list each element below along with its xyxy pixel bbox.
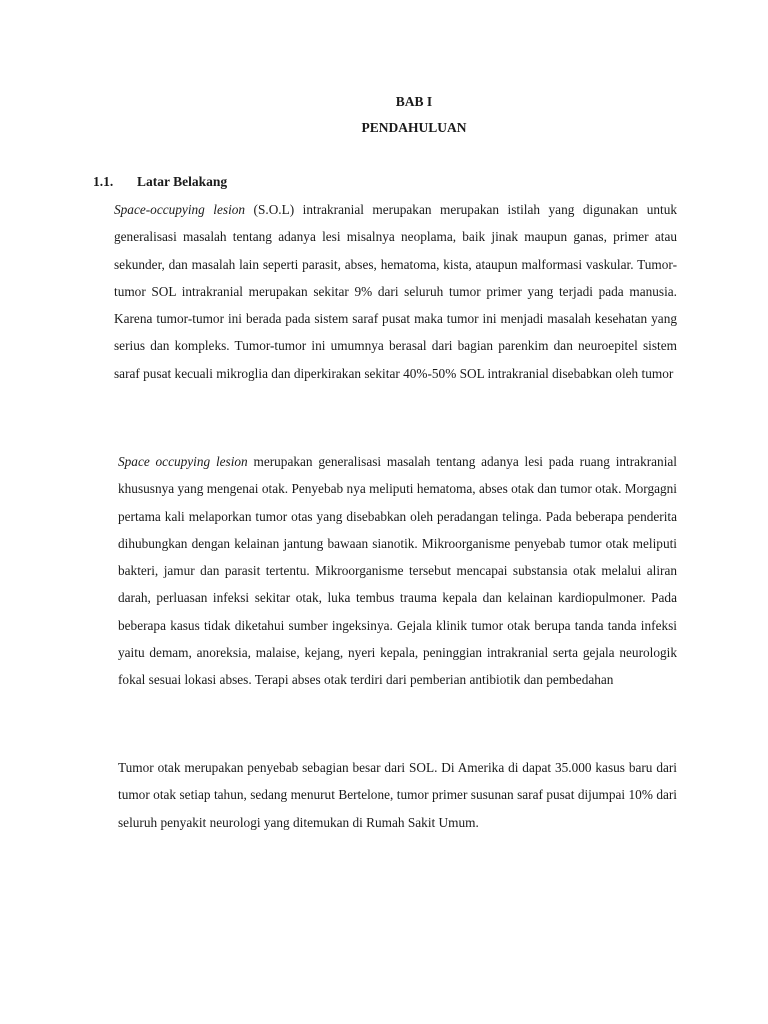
- paragraph-1: [114, 196, 677, 387]
- paragraph-1-text: (S.O.L) intrakranial merupakan merupakan istilah yang digunakan untuk generalisasi masalah tentang adanya lesi misalnya neoplama, baik jinak maupun ganas, primer atau sekunder, dan masalah lain seperti parasit, abses, hematoma, kista, ataupun malformasi vaskular. Tumor-tumor SOL intrakranial merupakan sekitar 9% dari seluruh tumor primer yang terjadi pada manusia. Karena tumor-tumor ini berada pada sistem saraf pusat maka tumor ini menjadi masalah kesehatan yang serius dan kompleks. Tumor-tumor ini umumnya berasal dari bagian parenkim dan neuroepitel sistem saraf pusat kecuali mikroglia dan diperkirakan sekitar 40%-50% SOL intrakranial disebabkan oleh tumor: [114, 202, 678, 381]
- paragraph-2: [118, 448, 677, 694]
- paragraph-3-text: Tumor otak merupakan penyebab sebagian besar dari SOL. Di Amerika di dapat 35.000 kasus baru dari tumor otak setiap tahun, sedang menurut Bertelone, tumor primer susunan saraf pusat dijumpai 10% dari seluruh penyakit neurologi yang ditemukan di Rumah Sakit Umum.: [118, 760, 677, 830]
- paragraph-2-text: merupakan generalisasi masalah tentang adanya lesi pada ruang intrakranial khususnya yang mengenai otak. Penyebab nya meliputi hematoma, abses otak dan tumor otak. Morgagni pertama kali melaporkan tumor otas yang disebabkan oleh peradangan telinga. Pada beberapa penderita dihubungkan dengan kelainan jantung bawaan sianotik. Mikroorganisme penyebab tumor otak meliputi bakteri, jamur dan parasit tertentu. Mikroorganisme tersebut mencapai substansia otak melalui aliran darah, perluasan infeksi sekitar otak, luka tembus trauma kepala dan kelainan kardiopulmoner. Pada beberapa kasus tidak diketahui sumber ingeksinya. Gejala klinik tumor otak berupa tanda tanda infeksi yaitu demam, anoreksia, malaise, kejang, nyeri kepala, peninggian intrakranial serta gejala neurologik fokal sesuai lokasi abses. Terapi abses otak terdiri dari pemberian antibiotik dan pembedahan: [118, 454, 677, 688]
- paragraph-1-term: Space-occupying lesion: [114, 202, 246, 217]
- chapter-number: BAB I: [395, 94, 433, 109]
- paragraph-3: [118, 754, 677, 836]
- paragraph-2-term: Space occupying lesion: [118, 454, 248, 469]
- section-heading: [93, 174, 227, 190]
- section-number: 1.1.: [93, 174, 114, 189]
- chapter-title: PENDAHULUAN: [361, 120, 467, 135]
- section-title: Latar Belakang: [137, 174, 228, 189]
